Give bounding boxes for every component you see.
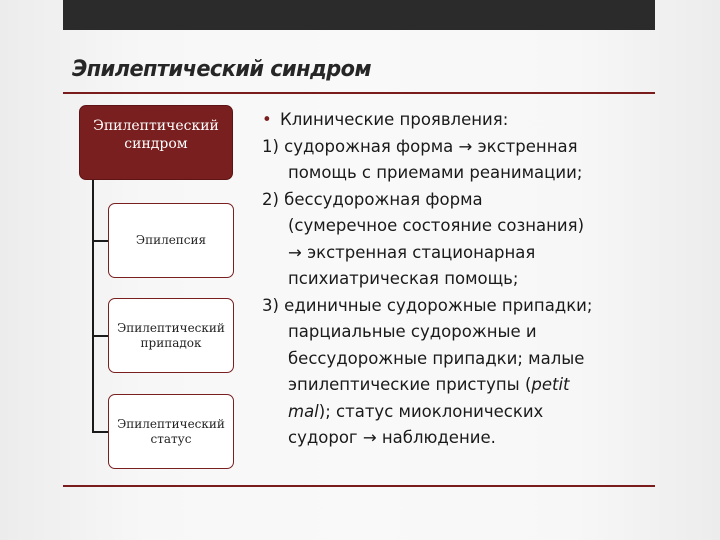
bullet-icon: • bbox=[262, 110, 272, 129]
bottom-divider bbox=[63, 485, 655, 487]
item-1-line-1: 1) судорожная форма → экстренная bbox=[262, 136, 578, 156]
tree-trunk-line bbox=[92, 180, 94, 432]
content-text bbox=[262, 107, 662, 452]
item-3-line-4-text: эпилептические приступы ( bbox=[288, 375, 532, 394]
heading-text: Клинические проявления: bbox=[280, 110, 509, 129]
title-divider bbox=[63, 92, 655, 94]
header-band bbox=[63, 0, 655, 30]
tree-branch-line-3 bbox=[92, 431, 108, 433]
item-3-line-3: бессудорожные припадки; малые bbox=[288, 348, 585, 368]
item-3-line-1: 3) единичные судорожные припадки; bbox=[262, 295, 593, 315]
item-3-line-2: парциальные судорожные и bbox=[288, 322, 537, 341]
item-2-line-2: (сумеречное состояние сознания) bbox=[288, 216, 585, 235]
tree-branch-line-1 bbox=[92, 240, 108, 242]
item-3-line-6: судорог → наблюдение. bbox=[288, 428, 496, 447]
item-2-line-1: 2) бессудорожная форма bbox=[262, 189, 483, 209]
tree-branch-line-2 bbox=[92, 335, 108, 337]
item-3-line-4-italic: petit bbox=[531, 375, 570, 394]
slide-title: Эпилептический синдром bbox=[72, 57, 371, 82]
diagram-node-seizure: Эпилептический припадок bbox=[108, 298, 234, 373]
diagram-root-node: Эпилептический синдром bbox=[79, 105, 233, 180]
item-2-line-3: → экстренная стационарная bbox=[288, 242, 536, 262]
item-3-line-4 bbox=[262, 372, 662, 399]
diagram-node-status: Эпилептический статус bbox=[108, 394, 234, 469]
item-3-line-5-text: ); статус миоклонических bbox=[318, 401, 544, 421]
item-3-line-5 bbox=[262, 399, 662, 426]
item-1-line-2: помощь с приемами реанимации; bbox=[288, 163, 583, 182]
diagram-node-epilepsy: Эпилепсия bbox=[108, 203, 234, 278]
item-3-line-5-italic: mal bbox=[288, 401, 319, 421]
content-heading bbox=[262, 107, 662, 134]
item-2-line-4: психиатрическая помощь; bbox=[288, 269, 519, 288]
